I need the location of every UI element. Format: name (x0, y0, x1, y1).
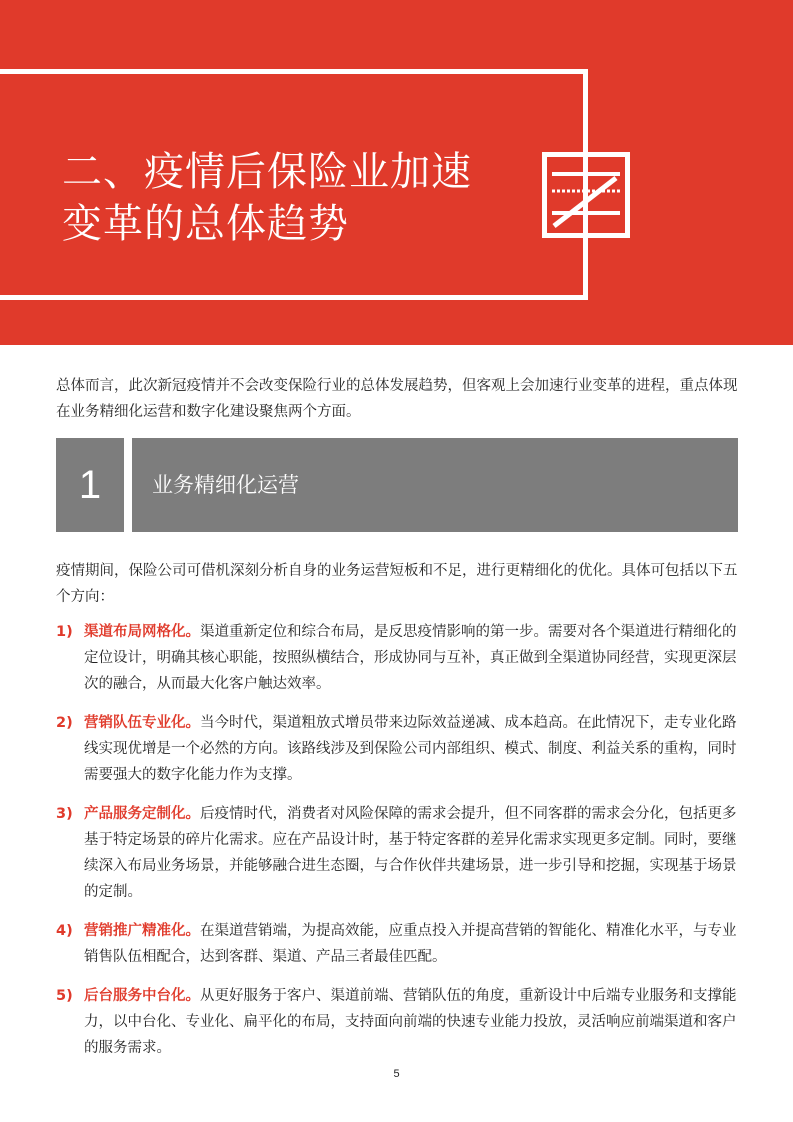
item-number: 2) (56, 715, 73, 731)
item-body: 当今时代，渠道粗放式增员带来边际效益递减、成本趋高。在此情况下，走专业化路线实现优增是一个必然的方向。该路线涉及到保险公司内部组织、模式、制度、利益关系的重构，同时需要强大的数字化能力作为支撑。 (84, 715, 737, 783)
item-text (84, 983, 746, 1061)
frame-line-bottom (0, 295, 588, 300)
frame-line-top (0, 69, 585, 74)
trend-chart-icon (542, 152, 630, 238)
item-text (84, 801, 746, 905)
section-title: 业务精细化运营 (152, 473, 299, 497)
page-title-line-2: 变革的总体趋势 (62, 201, 349, 247)
item-body: 后疫情时代，消费者对风险保障的需求会提升，但不同客群的需求会分化，包括更多基于特定场景的碎片化需求。应在产品设计时，基于特定客群的差异化需求实现更多定制。同时，要继续深入布局业务场景，并能够融合进生态圈，与合作伙伴共建场景，进一步引导和挖掘，实现基于场景的定制。 (84, 806, 737, 900)
section-number: 1 (56, 438, 124, 532)
item-number: 5) (56, 988, 73, 1004)
body-paragraph: 疫情期间，保险公司可借机深刻分析自身的业务运营短板和不足，进行更精细化的优化。具体可包括以下五个方向： (56, 563, 738, 605)
list-item (56, 983, 746, 1061)
list-item (56, 619, 746, 697)
section-title-box (132, 438, 738, 532)
item-heading: 渠道布局网格化。 (84, 624, 200, 640)
item-text (84, 710, 746, 788)
item-heading: 后台服务中台化。 (84, 988, 200, 1004)
item-body: 在渠道营销端，为提高效能，应重点投入并提高营销的智能化、精准化水平，与专业销售队伍相配合，达到客群、渠道、产品三者最佳匹配。 (84, 923, 737, 965)
list-item (56, 801, 746, 905)
item-heading: 产品服务定制化。 (84, 806, 200, 822)
direction-list (56, 619, 746, 1074)
item-body: 从更好服务于客户、渠道前端、营销队伍的角度，重新设计中后端专业服务和支撑能力，以中台化、专业化、扁平化的布局，支持面向前端的快速专业能力投放，灵活响应前端渠道和客户的服务需求。 (84, 988, 737, 1056)
item-text (84, 619, 746, 697)
section-header (56, 438, 738, 532)
item-number: 4) (56, 923, 73, 939)
item-number: 3) (56, 806, 73, 822)
page-title-line-1: 二、疫情后保险业加速 (62, 149, 472, 195)
item-text (84, 918, 746, 970)
item-number: 1) (56, 624, 73, 640)
page-number: 5 (393, 1068, 400, 1080)
item-heading: 营销推广精准化。 (84, 923, 200, 939)
list-item (56, 918, 746, 970)
item-heading: 营销队伍专业化。 (84, 715, 200, 731)
list-item (56, 710, 746, 788)
item-body: 渠道重新定位和综合布局，是反思疫情影响的第一步。需要对各个渠道进行精细化的定位设计，明确其核心职能，按照纵横结合，形成协同与互补，真正做到全渠道协同经营，实现更深层次的融合，从而最大化客户触达效率。 (84, 624, 737, 692)
intro-paragraph: 总体而言，此次新冠疫情并不会改变保险行业的总体发展趋势，但客观上会加速行业变革的进程，重点体现在业务精细化运营和数字化建设聚焦两个方面。 (56, 378, 738, 420)
page-title (62, 146, 472, 250)
header-banner (0, 0, 793, 345)
